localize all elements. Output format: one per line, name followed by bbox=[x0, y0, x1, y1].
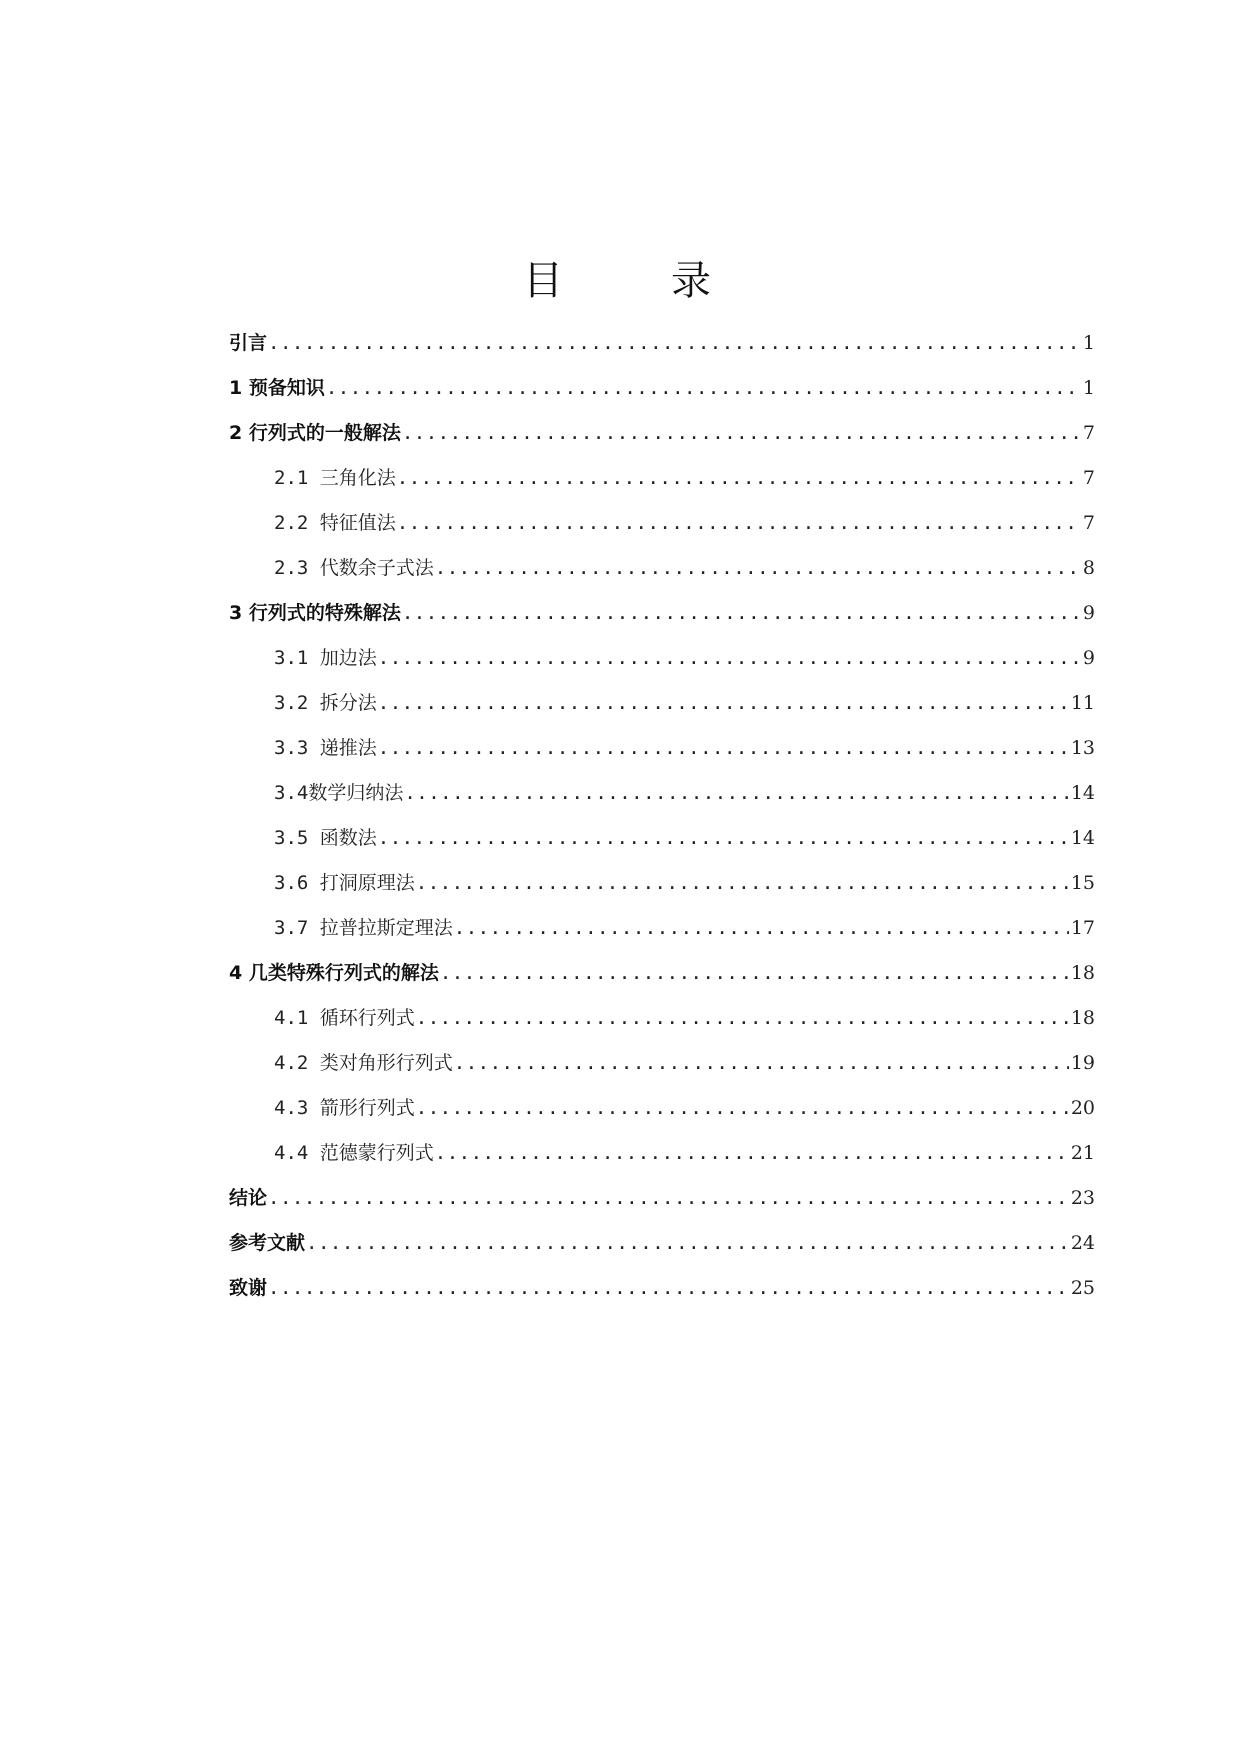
toc-subentry-label: 3.4数学归纳法 bbox=[274, 782, 404, 804]
toc-page-number: 15 bbox=[1070, 872, 1095, 894]
toc-page-number: 14 bbox=[1070, 827, 1095, 849]
toc-dot-leader bbox=[435, 546, 1081, 591]
toc-subentry[interactable] bbox=[229, 906, 1095, 951]
toc-page-number: 14 bbox=[1070, 782, 1095, 804]
toc-entry[interactable] bbox=[229, 951, 1095, 996]
toc-subentry[interactable] bbox=[229, 456, 1095, 501]
toc-dot-leader bbox=[416, 861, 1069, 906]
toc-dot-leader bbox=[402, 411, 1081, 456]
toc-subentry-label: 4.1 循环行列式 bbox=[274, 1007, 415, 1029]
toc-dot-leader bbox=[378, 816, 1069, 861]
toc-dot-leader bbox=[416, 1086, 1069, 1131]
page-title: 目 录 bbox=[523, 257, 745, 304]
toc-dot-leader bbox=[402, 591, 1081, 636]
toc-dot-leader bbox=[397, 501, 1081, 546]
toc-dot-leader bbox=[440, 951, 1069, 996]
toc-entry-label: 1 预备知识 bbox=[229, 377, 325, 399]
toc-page-number: 1 bbox=[1082, 377, 1095, 399]
toc-dot-leader bbox=[416, 996, 1069, 1041]
toc-subentry[interactable] bbox=[229, 1131, 1095, 1176]
toc-page-number: 13 bbox=[1070, 737, 1095, 759]
toc-entry-label: 结论 bbox=[229, 1187, 268, 1209]
toc-subentry-label: 2.2 特征值法 bbox=[274, 512, 396, 534]
toc-dot-leader bbox=[454, 906, 1069, 951]
toc-entry[interactable] bbox=[229, 591, 1095, 636]
toc-page-number: 7 bbox=[1082, 467, 1095, 489]
toc-entry-label: 2 行列式的一般解法 bbox=[229, 422, 401, 444]
toc-subentry[interactable] bbox=[229, 501, 1095, 546]
toc-subentry[interactable] bbox=[229, 1086, 1095, 1131]
toc-page-number: 18 bbox=[1070, 962, 1095, 984]
toc-page-number: 11 bbox=[1070, 692, 1095, 714]
toc-dot-leader bbox=[268, 1266, 1069, 1311]
toc-subentry-label: 3.3 递推法 bbox=[274, 737, 377, 759]
toc-subentry[interactable] bbox=[229, 681, 1095, 726]
toc-page-number: 24 bbox=[1070, 1232, 1095, 1254]
toc-entry[interactable] bbox=[229, 1266, 1095, 1311]
toc-page-number: 7 bbox=[1082, 422, 1095, 444]
toc-entry-label: 引言 bbox=[229, 332, 268, 354]
toc-subentry[interactable] bbox=[229, 771, 1095, 816]
toc-subentry-label: 3.1 加边法 bbox=[274, 647, 377, 669]
toc-page-number: 17 bbox=[1070, 917, 1095, 939]
toc-subentry-label: 3.7 拉普拉斯定理法 bbox=[274, 917, 453, 939]
toc-dot-leader bbox=[454, 1041, 1069, 1086]
toc-entry[interactable] bbox=[229, 1221, 1095, 1266]
toc-dot-leader bbox=[378, 636, 1081, 681]
toc-entry-label: 4 几类特殊行列式的解法 bbox=[229, 962, 439, 984]
toc-subentry-label: 3.2 拆分法 bbox=[274, 692, 377, 714]
toc-dot-leader bbox=[326, 366, 1081, 411]
toc-page-number: 23 bbox=[1070, 1187, 1095, 1209]
toc-dot-leader bbox=[378, 681, 1069, 726]
toc-page-number: 7 bbox=[1082, 512, 1095, 534]
toc-page-number: 21 bbox=[1070, 1142, 1095, 1164]
toc-subentry-label: 4.4 范德蒙行列式 bbox=[274, 1142, 434, 1164]
toc-dot-leader bbox=[306, 1221, 1069, 1266]
toc-entry[interactable] bbox=[229, 366, 1095, 411]
toc-page-number: 9 bbox=[1082, 602, 1095, 624]
table-of-contents bbox=[229, 321, 1095, 1311]
toc-dot-leader bbox=[397, 456, 1081, 501]
toc-subentry[interactable] bbox=[229, 816, 1095, 861]
toc-subentry-label: 2.1 三角化法 bbox=[274, 467, 396, 489]
toc-entry-label: 3 行列式的特殊解法 bbox=[229, 602, 401, 624]
toc-entry[interactable] bbox=[229, 321, 1095, 366]
toc-entry-label: 参考文献 bbox=[229, 1232, 306, 1254]
toc-subentry-label: 2.3 代数余子式法 bbox=[274, 557, 434, 579]
toc-subentry-label: 4.2 类对角形行列式 bbox=[274, 1052, 453, 1074]
toc-page-number: 9 bbox=[1082, 647, 1095, 669]
toc-page-number: 1 bbox=[1082, 332, 1095, 354]
toc-page-number: 19 bbox=[1070, 1052, 1095, 1074]
toc-page-number: 18 bbox=[1070, 1007, 1095, 1029]
toc-dot-leader bbox=[404, 771, 1068, 816]
toc-subentry-label: 4.3 箭形行列式 bbox=[274, 1097, 415, 1119]
toc-entry-label: 致谢 bbox=[229, 1277, 268, 1299]
toc-subentry[interactable] bbox=[229, 861, 1095, 906]
toc-subentry-label: 3.5 函数法 bbox=[274, 827, 377, 849]
toc-subentry[interactable] bbox=[229, 1041, 1095, 1086]
toc-dot-leader bbox=[378, 726, 1069, 771]
toc-page-number: 8 bbox=[1082, 557, 1095, 579]
toc-subentry[interactable] bbox=[229, 546, 1095, 591]
toc-entry[interactable] bbox=[229, 411, 1095, 456]
toc-subentry[interactable] bbox=[229, 996, 1095, 1041]
toc-entry[interactable] bbox=[229, 1176, 1095, 1221]
toc-subentry[interactable] bbox=[229, 636, 1095, 681]
toc-page-number: 25 bbox=[1070, 1277, 1095, 1299]
toc-dot-leader bbox=[268, 321, 1081, 366]
toc-subentry[interactable] bbox=[229, 726, 1095, 771]
toc-dot-leader bbox=[435, 1131, 1069, 1176]
toc-page-number: 20 bbox=[1070, 1097, 1095, 1119]
toc-subentry-label: 3.6 打洞原理法 bbox=[274, 872, 415, 894]
toc-dot-leader bbox=[268, 1176, 1069, 1221]
